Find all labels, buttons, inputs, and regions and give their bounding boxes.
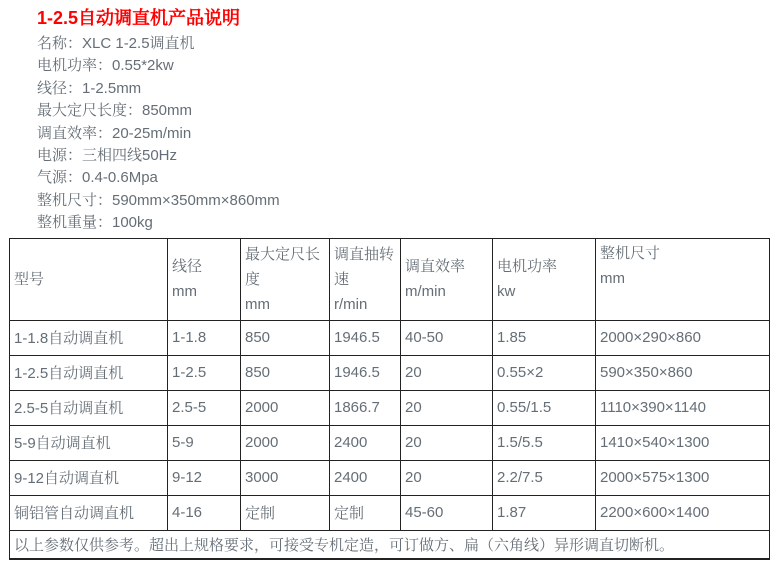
- cell-max-length: 850: [241, 320, 330, 355]
- cell-efficiency: 20: [401, 390, 493, 425]
- table-header-row: [10, 238, 770, 320]
- cell-motor-power: 0.55×2: [493, 355, 596, 390]
- cell-max-length: 定制: [241, 495, 330, 530]
- product-spec-table: [9, 238, 770, 561]
- col-header-wire-diameter-unit: mm: [172, 283, 197, 301]
- page-title: 1-2.5自动调直机产品说明: [37, 8, 241, 28]
- col-header-model-label: 型号: [14, 270, 45, 288]
- col-header-motor-power-unit: kw: [497, 283, 516, 301]
- cell-machine-size: 2000×575×1300: [596, 460, 770, 495]
- col-header-motor-power-label: 电机功率: [497, 258, 558, 276]
- cell-motor-power: 1.85: [493, 320, 596, 355]
- spec-line-machine-size: 整机尺寸：590mm×350mm×860mm: [37, 191, 280, 209]
- col-header-efficiency: [401, 238, 493, 320]
- cell-machine-size: 1410×540×1300: [596, 425, 770, 460]
- col-header-max-length-unit: mm: [245, 295, 270, 313]
- table-row: [10, 460, 770, 495]
- cell-machine-size: 1110×390×1140: [596, 390, 770, 425]
- col-header-motor-power: [493, 238, 596, 320]
- cell-max-length: 3000: [241, 460, 330, 495]
- cell-wire-diameter: 9-12: [168, 460, 241, 495]
- spec-line-air-supply: 气源：0.4-0.6Mpa: [37, 169, 158, 187]
- cell-wire-diameter: 5-9: [168, 425, 241, 460]
- cell-machine-size: 2200×600×1400: [596, 495, 770, 530]
- cell-rotation-speed: 1946.5: [330, 320, 401, 355]
- cell-efficiency: 45-60: [401, 495, 493, 530]
- spec-line-name: 名称：XLC 1-2.5调直机: [37, 35, 195, 52]
- col-header-wire-diameter: [168, 238, 241, 320]
- cell-wire-diameter: 1-1.8: [168, 320, 241, 355]
- cell-wire-diameter: 2.5-5: [168, 390, 241, 425]
- cell-wire-diameter: 1-2.5: [168, 355, 241, 390]
- table-row: [10, 355, 770, 390]
- spec-line-wire-diameter: 线径：1-2.5mm: [37, 79, 142, 97]
- col-header-model: [10, 238, 168, 320]
- cell-machine-size: 2000×290×860: [596, 320, 770, 355]
- cell-motor-power: 1.5/5.5: [493, 425, 596, 460]
- cell-rotation-speed: 1946.5: [330, 355, 401, 390]
- col-header-machine-size-label: 整机尺寸: [600, 244, 661, 262]
- cell-model: 1-2.5自动调直机: [10, 355, 168, 390]
- cell-rotation-speed: 2400: [330, 425, 401, 460]
- cell-efficiency: 20: [401, 425, 493, 460]
- cell-motor-power: 2.2/7.5: [493, 460, 596, 495]
- cell-efficiency: 20: [401, 355, 493, 390]
- col-header-rotation-speed: [330, 238, 401, 320]
- col-header-efficiency-label: 调直效率: [405, 258, 466, 276]
- spec-line-max-length: 最大定尺长度：850mm: [37, 102, 193, 120]
- cell-rotation-speed: 定制: [330, 495, 401, 530]
- cell-model: 5-9自动调直机: [10, 425, 168, 460]
- spec-line-power-supply: 电源：三相四线50Hz: [37, 147, 178, 165]
- col-header-wire-diameter-label: 线径: [172, 258, 203, 276]
- table-row: [10, 495, 770, 530]
- cell-model: 2.5-5自动调直机: [10, 390, 168, 425]
- spec-line-machine-weight: 整机重量：100kg: [37, 214, 153, 232]
- table-footer-row: [10, 530, 770, 559]
- cell-rotation-speed: 2400: [330, 460, 401, 495]
- col-header-max-length-label: 最大定尺长度: [245, 245, 321, 288]
- cell-wire-diameter: 4-16: [168, 495, 241, 530]
- cell-efficiency: 40-50: [401, 320, 493, 355]
- cell-max-length: 850: [241, 355, 330, 390]
- col-header-max-length: [241, 238, 330, 320]
- table-footer-note: 以上参数仅供参考。超出上规格要求，可接受专机定造，可订做方、扁（六角线）异形调直切断机。: [10, 530, 770, 559]
- col-header-rotation-speed-label: 调直抽转速: [334, 245, 395, 288]
- cell-max-length: 2000: [241, 390, 330, 425]
- cell-motor-power: 0.55/1.5: [493, 390, 596, 425]
- col-header-machine-size: [596, 238, 770, 320]
- table-row: [10, 320, 770, 355]
- cell-machine-size: 590×350×860: [596, 355, 770, 390]
- col-header-rotation-speed-unit: r/min: [334, 295, 368, 313]
- table-row: [10, 390, 770, 425]
- cell-max-length: 2000: [241, 425, 330, 460]
- col-header-efficiency-unit: m/min: [405, 283, 446, 301]
- spec-line-motor-power: 电机功率：0.55*2kw: [37, 57, 174, 75]
- cell-motor-power: 1.87: [493, 495, 596, 530]
- cell-efficiency: 20: [401, 460, 493, 495]
- spec-list: [37, 33, 775, 235]
- cell-model: 铜铝管自动调直机: [10, 495, 168, 530]
- spec-line-efficiency: 调直效率：20-25m/min: [37, 124, 192, 142]
- table-row: [10, 425, 770, 460]
- cell-rotation-speed: 1866.7: [330, 390, 401, 425]
- cell-model: 1-1.8自动调直机: [10, 320, 168, 355]
- col-header-machine-size-unit: mm: [600, 269, 625, 287]
- cell-model: 9-12自动调直机: [10, 460, 168, 495]
